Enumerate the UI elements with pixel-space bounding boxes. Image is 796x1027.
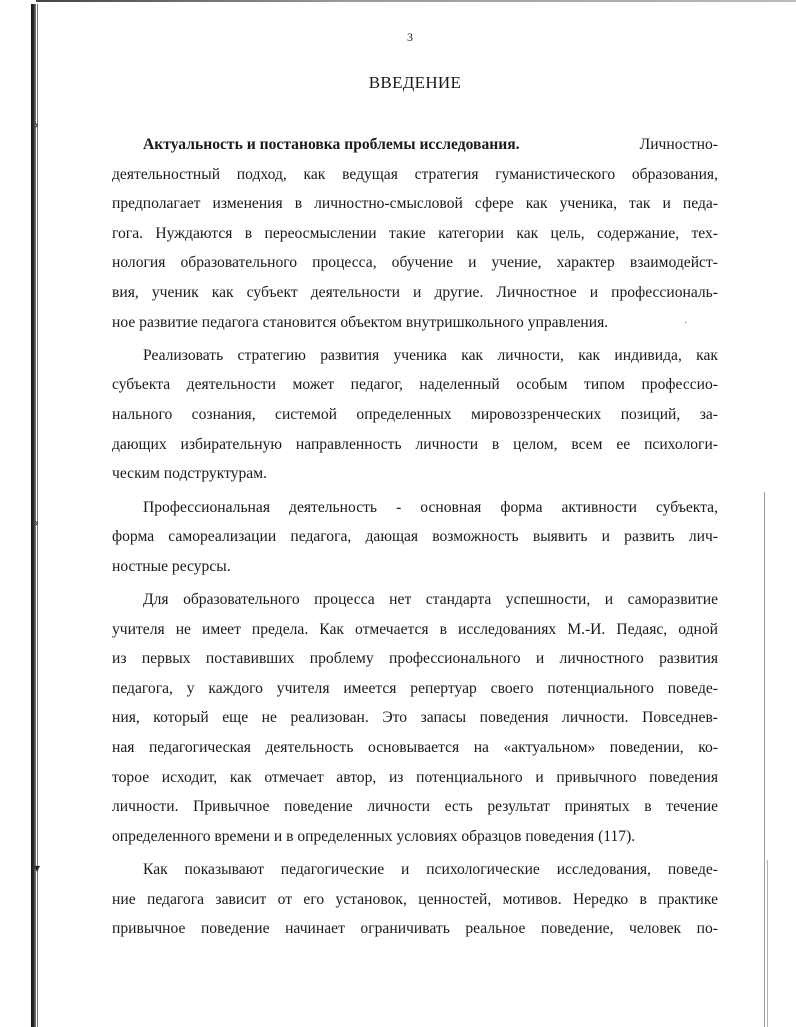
scan-right-edge	[764, 492, 765, 1027]
paragraph-line: педагога, у каждого учителя имеется репертуар своего потенциального поведе-	[112, 679, 718, 697]
page-title: ВВЕДЕНИЕ	[368, 73, 462, 92]
paragraph-line: торое исходит, как отмечает автор, из потенциального и привычного поведения	[112, 768, 718, 786]
paragraph-line: ная педагогическая деятельность основывается на «актуальном» поведении, ко-	[112, 738, 718, 756]
paragraph-line: субъекта деятельности может педагог, наделенный особым типом профессио-	[112, 376, 718, 394]
paragraph-line: из первых поставивших проблему профессионального и личностного развития	[112, 650, 718, 668]
paragraph-line: личности. Привычное поведение личности есть результат принятых в течение	[112, 798, 718, 816]
paragraph-line: учителя не имеет предела. Как отмечается в исследованиях М.-И. Педаяс, одной	[112, 620, 718, 638]
binding-hole-icon: ▾	[34, 861, 41, 875]
page-number: 3	[407, 30, 413, 44]
paragraph-line: дающих избирательную направленность личности в целом, всем ее психологи-	[112, 435, 718, 453]
binding-hole-icon: ›	[34, 118, 39, 132]
section-lead-bold: Актуальность и постановка проблемы исследования.	[143, 136, 520, 153]
paragraph-line: Для образовательного процесса нет стандарта успешности, и саморазвитие	[143, 590, 718, 608]
paragraph-line: Реализовать стратегию развития ученика как личности, как индивида, как	[143, 346, 718, 364]
scan-mark: ·	[684, 318, 688, 329]
body-text	[112, 130, 718, 944]
paragraph-line: ностные ресурсы.	[112, 557, 231, 575]
lead-line	[112, 130, 718, 160]
binding-hole-icon: ›	[34, 516, 39, 530]
paragraph-line: нального сознания, системой определенных мировоззренческих позиций, за-	[112, 406, 718, 424]
scan-top-edge	[36, 0, 796, 2]
paragraph-line: предполагает изменения в личностно-смысловой сфере как ученика, так и педа-	[112, 195, 718, 213]
paragraph-line: форма самореализации педагога, дающая возможность выявить и развить лич-	[112, 528, 718, 546]
paragraph-line: определенного времени и в определенных условиях образцов поведения (117).	[112, 827, 636, 845]
scan-right-edge-secondary	[767, 860, 768, 1027]
paragraph-line: нология образовательного процесса, обучение и учение, характер взаимодейст-	[112, 254, 718, 272]
paragraph-line: гога. Нуждаются в переосмыслении такие категории как цель, содержание, тех-	[112, 224, 718, 242]
paragraph-line: Профессиональная деятельность - основная форма активности субъекта,	[143, 498, 718, 516]
paragraph-line: ческим подструктурам.	[112, 465, 267, 483]
paragraph-line: ное развитие педагога становится объектом внутришкольного управления.	[112, 313, 609, 331]
paragraph-line: деятельностный подход, как ведущая стратегия гуманистического образования,	[112, 165, 718, 183]
paragraph-line: Как показывают педагогические и психологические исследования, поведе-	[143, 861, 718, 878]
paragraph-line: ния, который еще не реализован. Это запасы поведения личности. Повседнев-	[112, 709, 718, 727]
paragraph-line: привычное поведение начинает ограничивать реальное поведение, человек по-	[112, 920, 718, 938]
paragraph-line: вия, ученик как субъект деятельности и другие. Личностное и профессиональ-	[112, 283, 718, 301]
lead-first-word: Личностно-	[639, 136, 718, 153]
paragraph-line: ние педагога зависит от его установок, ценностей, мотивов. Нередко в практике	[112, 890, 718, 908]
